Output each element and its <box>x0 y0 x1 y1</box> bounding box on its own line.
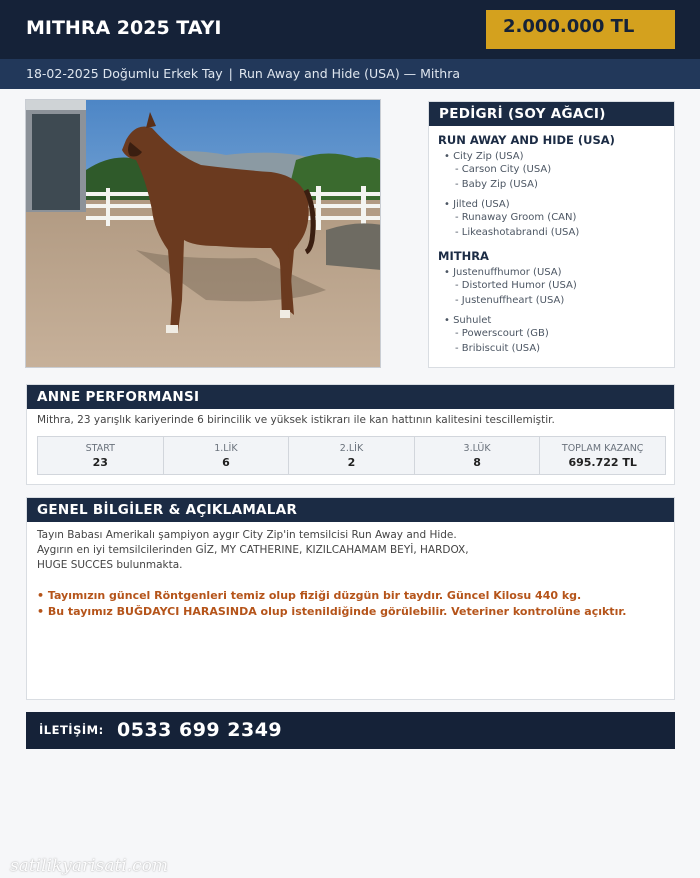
stat-first <box>164 437 290 474</box>
pedigree-entry: • Suhulet <box>444 315 492 326</box>
highlight-note: • Tayımızın güncel Röntgenleri temiz olup fiziği düzgün bir taydır. Güncel Kilosu 440 kg. <box>37 589 582 602</box>
pedigree-entry: - Bribiscuit (USA) <box>455 342 541 354</box>
pedigree-entry: - Powerscourt (GB) <box>455 328 549 339</box>
highlight-note: • Bu tayımız BUĞDAYCI HARASINDA olup istenildiğinde görülebilir. Veteriner kontrolüne açıktır. <box>37 605 627 618</box>
horse-photo-illustration <box>26 100 381 368</box>
info-line: HUGE SUCCES bulunmakta. <box>37 559 183 571</box>
stat-value: 8 <box>473 456 481 469</box>
birth-info: 18-02-2025 Doğumlu Erkek Tay <box>26 66 223 81</box>
horse-photo <box>25 99 381 368</box>
price-badge: 2.000.000 TL <box>486 10 675 49</box>
highlight-notes <box>37 588 674 620</box>
stat-label: START <box>85 443 115 454</box>
pedigree-panel <box>428 101 675 368</box>
page-header <box>0 0 700 59</box>
stat-label: 3.LÜK <box>463 443 491 454</box>
contact-label: İLETİŞİM: <box>39 723 104 737</box>
sire-name: RUN AWAY AND HIDE (USA) <box>438 133 615 147</box>
stat-start <box>38 437 164 474</box>
info-line: Tayın Babası Amerikalı şampiyon aygır City Zip'in temsilcisi Run Away and Hide. <box>37 529 457 541</box>
stat-value: 2 <box>347 456 356 469</box>
page-title: MITHRA 2025 TAYI <box>26 17 222 39</box>
dam-performance-text: Mithra, 23 yarışlık kariyerinde 6 birincilik ve yüksek istikrarı ile kan hattının kalitesini tescillemiştir. <box>37 414 555 426</box>
pedigree-entry: - Distorted Humor (USA) <box>455 280 577 291</box>
stat-value: 6 <box>222 456 230 469</box>
stat-label: TOPLAM KAZANÇ <box>561 443 644 454</box>
stat-third <box>415 437 541 474</box>
pedigree-entry: - Justenuffheart (USA) <box>455 294 565 306</box>
stats-table <box>37 436 666 475</box>
stat-total-earnings <box>540 437 665 474</box>
general-info-title: GENEL BİLGİLER & AÇIKLAMALAR <box>27 498 674 522</box>
pedigree-entry: • City Zip (USA) <box>444 151 524 162</box>
sub-header <box>0 59 700 89</box>
stat-second <box>289 437 415 474</box>
stat-label: 2.LİK <box>339 443 364 454</box>
pedigree-entry: - Likeashotabrandi (USA) <box>455 226 580 238</box>
pedigree-entry: - Carson City (USA) <box>455 164 552 175</box>
dam-performance-panel <box>26 384 675 485</box>
lineage-info: Run Away and Hide (USA) — Mithra <box>238 66 461 81</box>
watermark: satilikyarisati.com <box>10 856 169 876</box>
pedigree-entry: - Baby Zip (USA) <box>455 178 538 190</box>
stat-value: 23 <box>92 456 108 469</box>
stat-value: 695.722 TL <box>568 456 637 469</box>
info-line: Aygırın en iyi temsilcilerinden GİZ, MY CATHERINE, KIZILCAHAMAM BEYİ, HARDOX, <box>37 544 469 556</box>
dam-performance-title: ANNE PERFORMANSI <box>27 385 674 409</box>
stat-label: 1.LİK <box>214 443 238 454</box>
pedigree-entry: • Jilted (USA) <box>444 199 510 210</box>
contact-phone[interactable]: 0533 699 2349 <box>117 719 283 741</box>
separator: | <box>228 66 233 81</box>
pedigree-tree <box>429 126 674 356</box>
pedigree-entry: - Runaway Groom (CAN) <box>455 212 577 223</box>
dam-name: MITHRA <box>438 249 489 263</box>
general-info-body <box>27 522 674 620</box>
general-info-panel <box>26 497 675 700</box>
pedigree-title: PEDİGRİ (SOY AĞACI) <box>429 102 674 126</box>
contact-bar <box>26 712 675 749</box>
pedigree-entry: • Justenuffhumor (USA) <box>444 267 562 278</box>
